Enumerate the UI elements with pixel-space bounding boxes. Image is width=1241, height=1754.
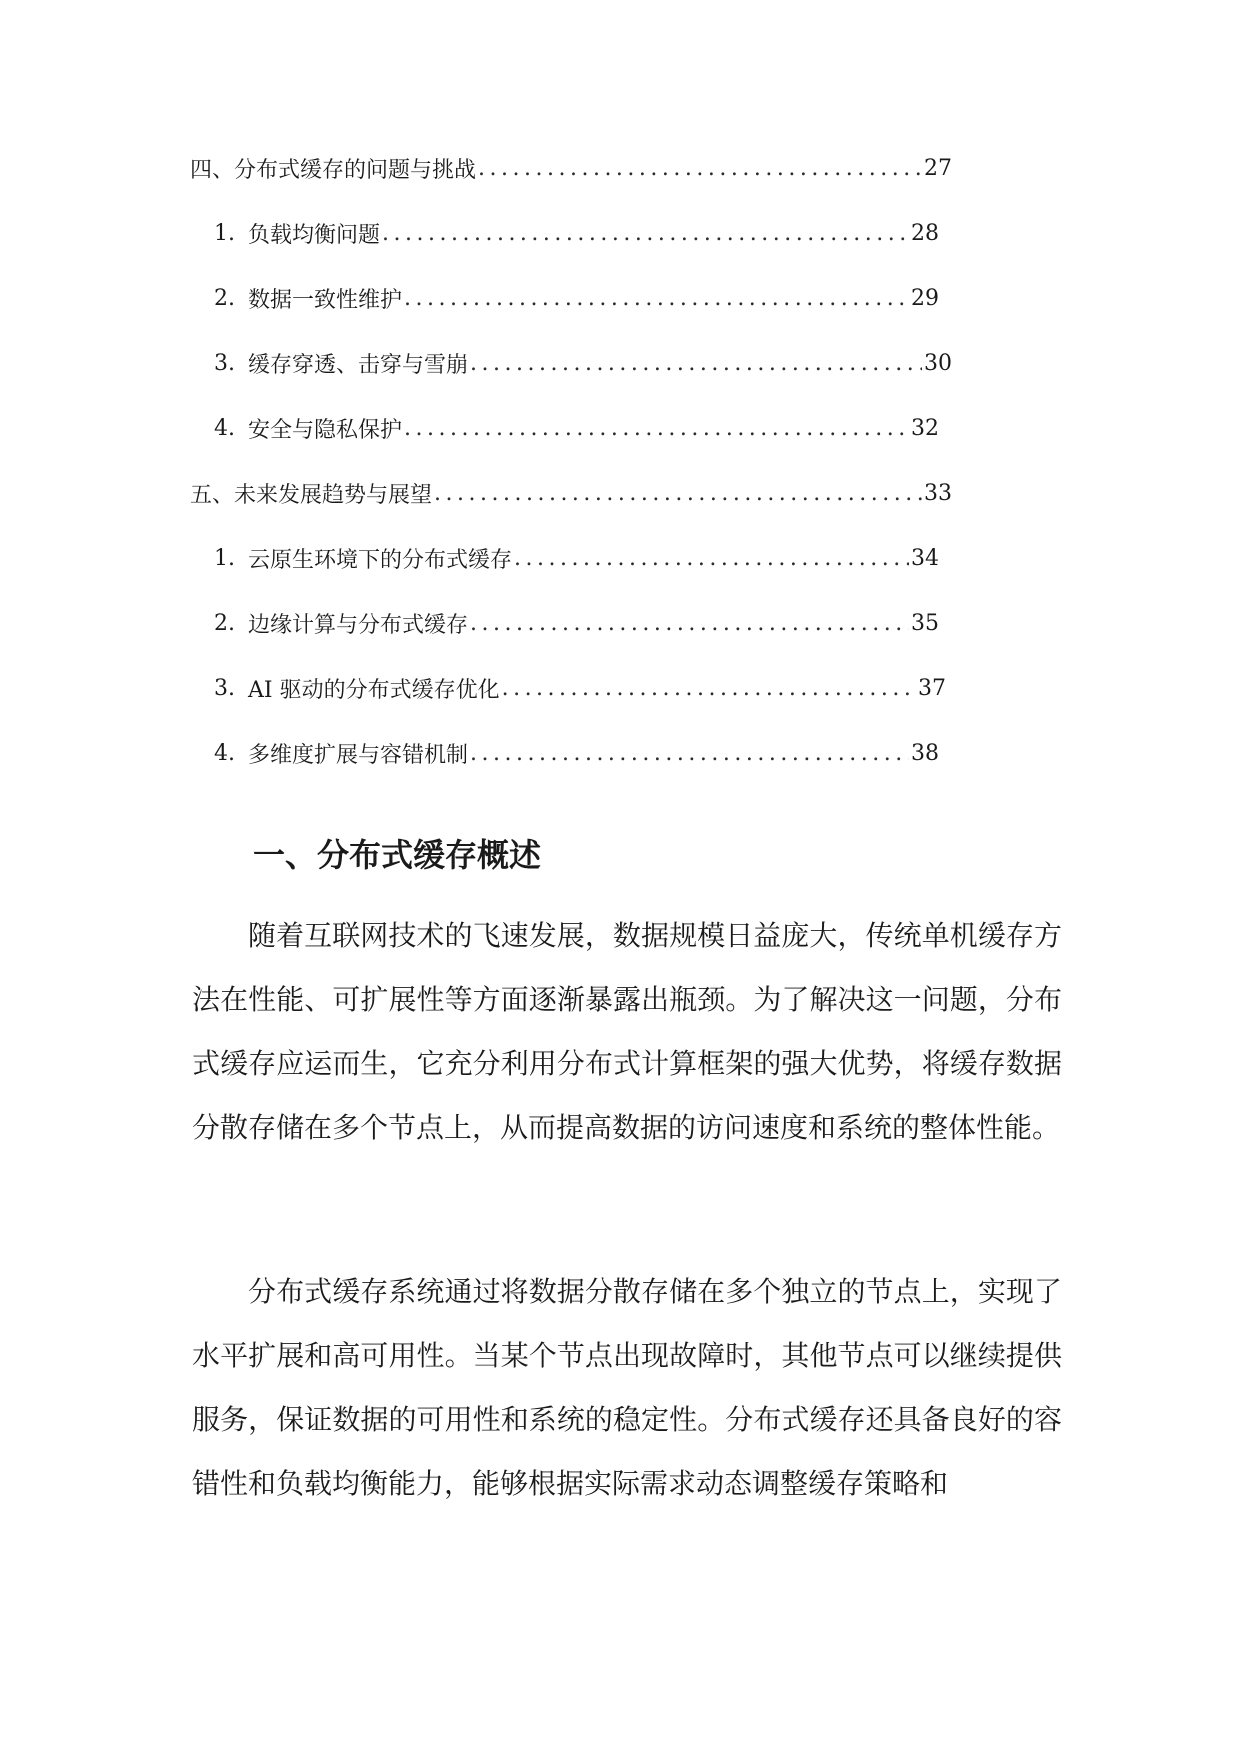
toc-entry[interactable] bbox=[214, 408, 939, 448]
toc-page-number: 37 bbox=[918, 675, 946, 701]
body-paragraph: 分布式缓存系统通过将数据分散存储在多个独立的节点上，实现了水平扩展和高可用性。当某个节点出现故障时，其他节点可以继续提供服务，保证数据的可用性和系统的稳定性。分布式缓存还具备良好的容错性和负载均衡能力，能够根据实际需求动态调整缓存策略和 bbox=[192, 1275, 1062, 1500]
toc-leader-dots bbox=[470, 611, 909, 636]
toc-page-number: 34 bbox=[911, 545, 939, 571]
toc-page-number: 38 bbox=[911, 740, 939, 766]
toc-entry-title: 多维度扩展与容错机制 bbox=[248, 742, 469, 768]
toc-entry-title: 五、未来发展趋势与展望 bbox=[190, 482, 433, 508]
toc-entry-number: 4. bbox=[214, 415, 235, 441]
toc-leader-dots bbox=[382, 221, 909, 246]
toc-page-number: 28 bbox=[911, 220, 939, 246]
toc-page-number: 35 bbox=[911, 610, 939, 636]
section-heading: 一、分布式缓存概述 bbox=[253, 836, 542, 874]
toc-entry-title: 四、分布式缓存的问题与挑战 bbox=[190, 157, 477, 183]
toc-page-number: 27 bbox=[924, 155, 952, 181]
toc-entry-title: 数据一致性维护 bbox=[248, 287, 403, 313]
toc-entry[interactable] bbox=[214, 603, 939, 643]
body-paragraph: 随着互联网技术的飞速发展，数据规模日益庞大，传统单机缓存方法在性能、可扩展性等方面逐渐暴露出瓶颈。为了解决这一问题，分布式缓存应运而生，它充分利用分布式计算框架的强大优势，将缓存数据分散存储在多个节点上，从而提高数据的访问速度和系统的整体性能。 bbox=[192, 919, 1062, 1144]
toc-page-number: 30 bbox=[924, 350, 952, 376]
toc-entry-number: 3. bbox=[214, 675, 235, 701]
toc-leader-dots bbox=[478, 156, 922, 181]
toc-entry[interactable] bbox=[190, 148, 952, 188]
toc-leader-dots bbox=[404, 416, 909, 441]
toc-entry-title: 边缘计算与分布式缓存 bbox=[248, 612, 469, 638]
toc-entry-title: 负载均衡问题 bbox=[248, 222, 381, 248]
toc-page-number: 32 bbox=[911, 415, 939, 441]
toc-entry[interactable] bbox=[214, 538, 939, 578]
toc-entry-title: 云原生环境下的分布式缓存 bbox=[248, 547, 513, 573]
toc-page-number: 33 bbox=[924, 480, 952, 506]
toc-leader-dots bbox=[434, 481, 922, 506]
toc-entry-number: 2. bbox=[214, 285, 235, 311]
toc-entry[interactable] bbox=[214, 213, 939, 253]
toc-entry[interactable] bbox=[214, 733, 939, 773]
toc-entry[interactable] bbox=[190, 473, 952, 513]
toc-entry-title: 缓存穿透、击穿与雪崩 bbox=[248, 352, 469, 378]
toc-page-number: 29 bbox=[911, 285, 939, 311]
toc-entry-title: AI 驱动的分布式缓存优化 bbox=[248, 677, 500, 703]
toc-leader-dots bbox=[514, 546, 909, 571]
toc-entry-number: 1. bbox=[214, 220, 235, 246]
toc-entry-number: 1. bbox=[214, 545, 235, 571]
toc-entry-number: 2. bbox=[214, 610, 235, 636]
toc-entry-number: 3. bbox=[214, 350, 235, 376]
toc-entry[interactable] bbox=[214, 668, 946, 708]
toc-entry-title: 安全与隐私保护 bbox=[248, 417, 403, 443]
toc-leader-dots bbox=[470, 351, 922, 376]
toc-entry[interactable] bbox=[214, 278, 939, 318]
toc-leader-dots bbox=[470, 741, 909, 766]
toc-leader-dots bbox=[404, 286, 909, 311]
toc-entry-number: 4. bbox=[214, 740, 235, 766]
toc-leader-dots bbox=[502, 676, 916, 701]
toc-entry[interactable] bbox=[214, 343, 952, 383]
